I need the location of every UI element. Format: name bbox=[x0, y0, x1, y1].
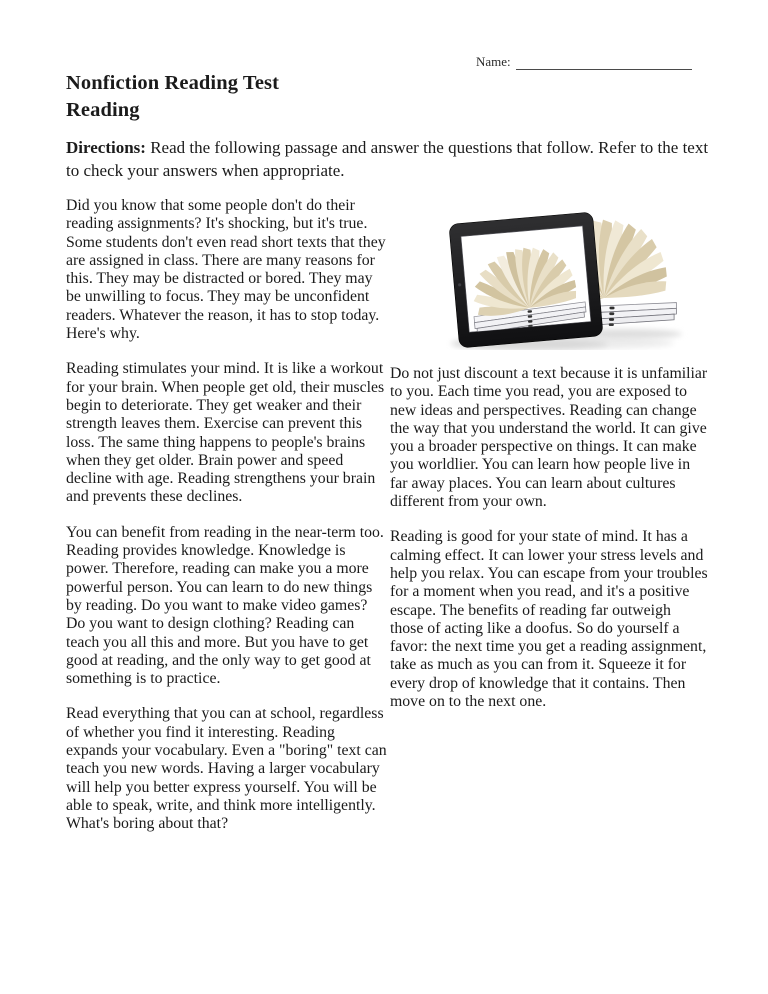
directions-text: Read the following passage and answer the questions that follow. Refer to the text to check your answers when appropriate. bbox=[66, 138, 709, 180]
name-field-row bbox=[476, 54, 692, 70]
directions-label: Directions: bbox=[66, 138, 146, 157]
passage-paragraph: You can benefit from reading in the near-term too. Reading provides knowledge. Knowledge is power. Therefore, reading can make you a more powerful person. You can learn to do new things by reading. Do you want to make video games? Do you want to design clothing? Reading can teach you all this and more. But you have to get good at reading, and the only way to get good at something is to practice. bbox=[66, 523, 384, 688]
passage-paragraph: Reading is good for your state of mind. It has a calming effect. It can lower your stress levels and help you relax. You can escape from your troubles for a moment when you read, and it's a positive escape. The benefits of reading far outweigh those of acting like a doofus. So do yourself a favor: the next time you get a reading assignment, take as much as you can from it. Squeeze it for every drop of knowledge that it contains. Then move on to the next one. bbox=[390, 528, 708, 711]
book-on-tablet-illustration bbox=[442, 198, 720, 350]
passage-paragraph: Do not just discount a text because it is unfamiliar to you. Each time you read, you are exposed to new ideas and perspectives. Reading can change the way that you understand the world. It can give you a broader perspective on things. It can make you worldlier. You can learn how people live in far away places. You can learn about cultures different from your own. bbox=[390, 365, 708, 511]
passage-paragraph: Read everything that you can at school, regardless of whether you find it interesting. Reading expands your vocabulary. Even a "boring" text can teach you new words. Having a larger vocabulary will help you better express yourself. You will be able to speak, write, and think more intelligently. What's boring about that? bbox=[66, 705, 387, 833]
name-blank-line bbox=[516, 56, 692, 70]
name-label: Name: bbox=[476, 54, 511, 69]
passage-column-left bbox=[66, 197, 390, 851]
passage-paragraph: Reading stimulates your mind. It is like a workout for your brain. When people get old, their muscles begin to deteriorate. They get weaker and their strength leaves them. Exercise can prevent this loss. The same thing happens to people's brains when they get older. Brain power and speed decline with age. Reading strengthens your brain and prevents these declines. bbox=[66, 360, 385, 506]
page-subtitle: Reading bbox=[66, 99, 140, 121]
passage-paragraph: Did you know that some people don't do their reading assignments? It's shocking, but it's true. Some students don't even read short texts that they are assigned in class. There are many reasons for this. They may be distracted or bored. They may be unwilling to focus. They may be unconfident readers. Whatever the reason, it has to stop today. Here's why. bbox=[66, 197, 386, 343]
title-block bbox=[66, 70, 279, 124]
directions bbox=[66, 136, 718, 182]
page-title: Nonfiction Reading Test bbox=[66, 72, 280, 94]
